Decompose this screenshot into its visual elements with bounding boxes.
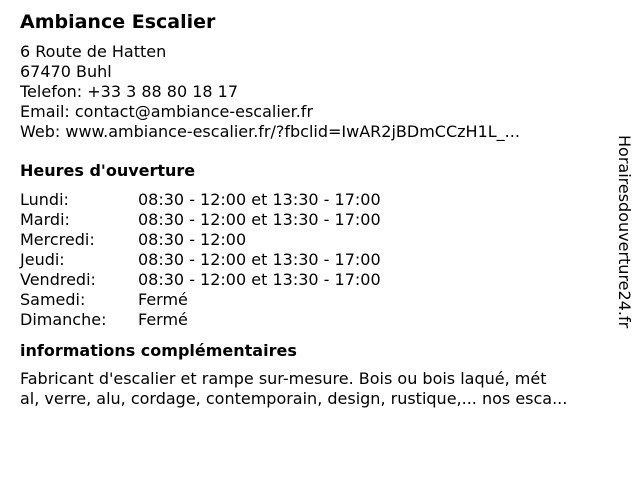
day-hours: Fermé (138, 310, 188, 329)
hours-row-sunday (20, 310, 610, 330)
day-label: Lundi: (20, 190, 69, 209)
address-city: 67470 Buhl (20, 62, 112, 81)
day-label: Mercredi: (20, 230, 95, 249)
site-watermark: Horairesdouverture24.fr (615, 135, 634, 329)
day-hours: Fermé (138, 290, 188, 309)
hours-row-friday (20, 270, 610, 290)
day-hours: 08:30 - 12:00 et 13:30 - 17:00 (138, 210, 381, 229)
day-hours: 08:30 - 12:00 et 13:30 - 17:00 (138, 250, 381, 269)
day-label: Vendredi: (20, 270, 96, 289)
email-line: Email: contact@ambiance-escalier.fr (20, 102, 314, 121)
day-label: Jeudi: (20, 250, 65, 269)
hours-row-saturday (20, 290, 610, 310)
info-description-line-1: Fabricant d'escalier et rampe sur-mesure. Bois ou bois laqué, mét (20, 369, 547, 388)
day-label: Mardi: (20, 210, 70, 229)
phone-line: Telefon: +33 3 88 80 18 17 (20, 82, 239, 101)
hours-row-tuesday (20, 210, 610, 230)
day-hours: 08:30 - 12:00 et 13:30 - 17:00 (138, 270, 381, 289)
info-description-line-2: al, verre, alu, cordage, contemporain, design, rustique,... nos esca... (20, 389, 568, 408)
hours-row-thursday (20, 250, 610, 270)
day-label: Dimanche: (20, 310, 107, 329)
day-hours: 08:30 - 12:00 (138, 230, 247, 249)
hours-heading: Heures d'ouverture (20, 161, 196, 180)
info-heading: informations complémentaires (20, 341, 297, 360)
business-card (20, 10, 610, 409)
business-name: Ambiance Escalier (20, 11, 216, 33)
hours-row-wednesday (20, 230, 610, 250)
web-line: Web: www.ambiance-escalier.fr/?fbclid=IwAR2jBDmCCzH1L_... (20, 122, 520, 141)
hours-row-monday (20, 190, 610, 210)
hours-table (20, 190, 610, 330)
day-hours: 08:30 - 12:00 et 13:30 - 17:00 (138, 190, 381, 209)
day-label: Samedi: (20, 290, 86, 309)
address-street: 6 Route de Hatten (20, 42, 167, 61)
